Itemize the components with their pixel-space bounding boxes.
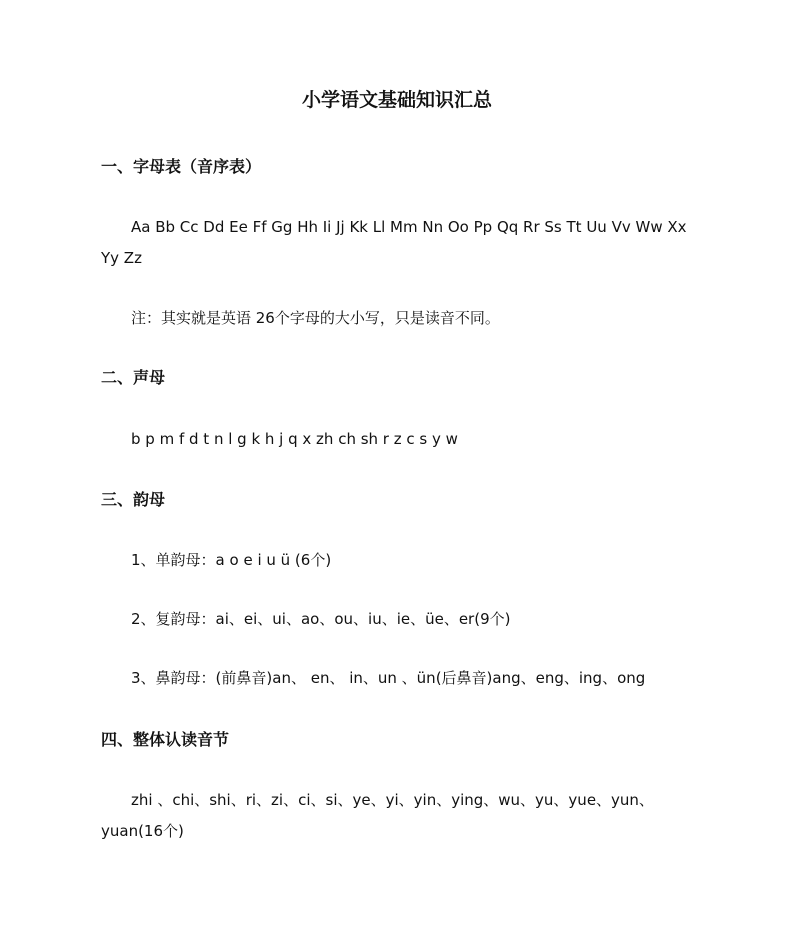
alphabet-note: 注：其实就是英语 26个字母的大小写，只是读音不同。	[131, 309, 500, 327]
section-heading-initials: 二、声母	[101, 368, 166, 387]
initials-list: b p m f d t n l g k h j q x zh ch sh r z c s y w	[131, 430, 458, 448]
section-heading-whole-syllables: 四、整体认读音节	[101, 730, 230, 749]
section-heading-finals: 三、韵母	[101, 490, 166, 509]
finals-simple: 1、单韵母：a o e i u ü (6个)	[131, 551, 332, 569]
alphabet-letters: Aa Bb Cc Dd Ee Ff Gg Hh Ii Jj Kk Ll Mm Nn Oo Pp Qq Rr Ss Tt Uu Vv Ww Xx Yy Zz	[101, 218, 687, 267]
finals-nasal: 3、鼻韵母：(前鼻音)an、 en、 in、un 、ün(后鼻音)ang、eng、ing、ong	[131, 669, 646, 687]
whole-syllables-list: zhi 、chi、shi、ri、zi、ci、si、ye、yi、yin、ying、wu、yu、yue、yun、yuan(16个)	[101, 791, 654, 840]
section-heading-alphabet: 一、字母表（音序表）	[101, 157, 262, 176]
finals-compound: 2、复韵母：ai、ei、ui、ao、ou、iu、ie、üe、er(9个)	[131, 610, 511, 628]
document-title: 小学语文基础知识汇总	[301, 89, 492, 111]
